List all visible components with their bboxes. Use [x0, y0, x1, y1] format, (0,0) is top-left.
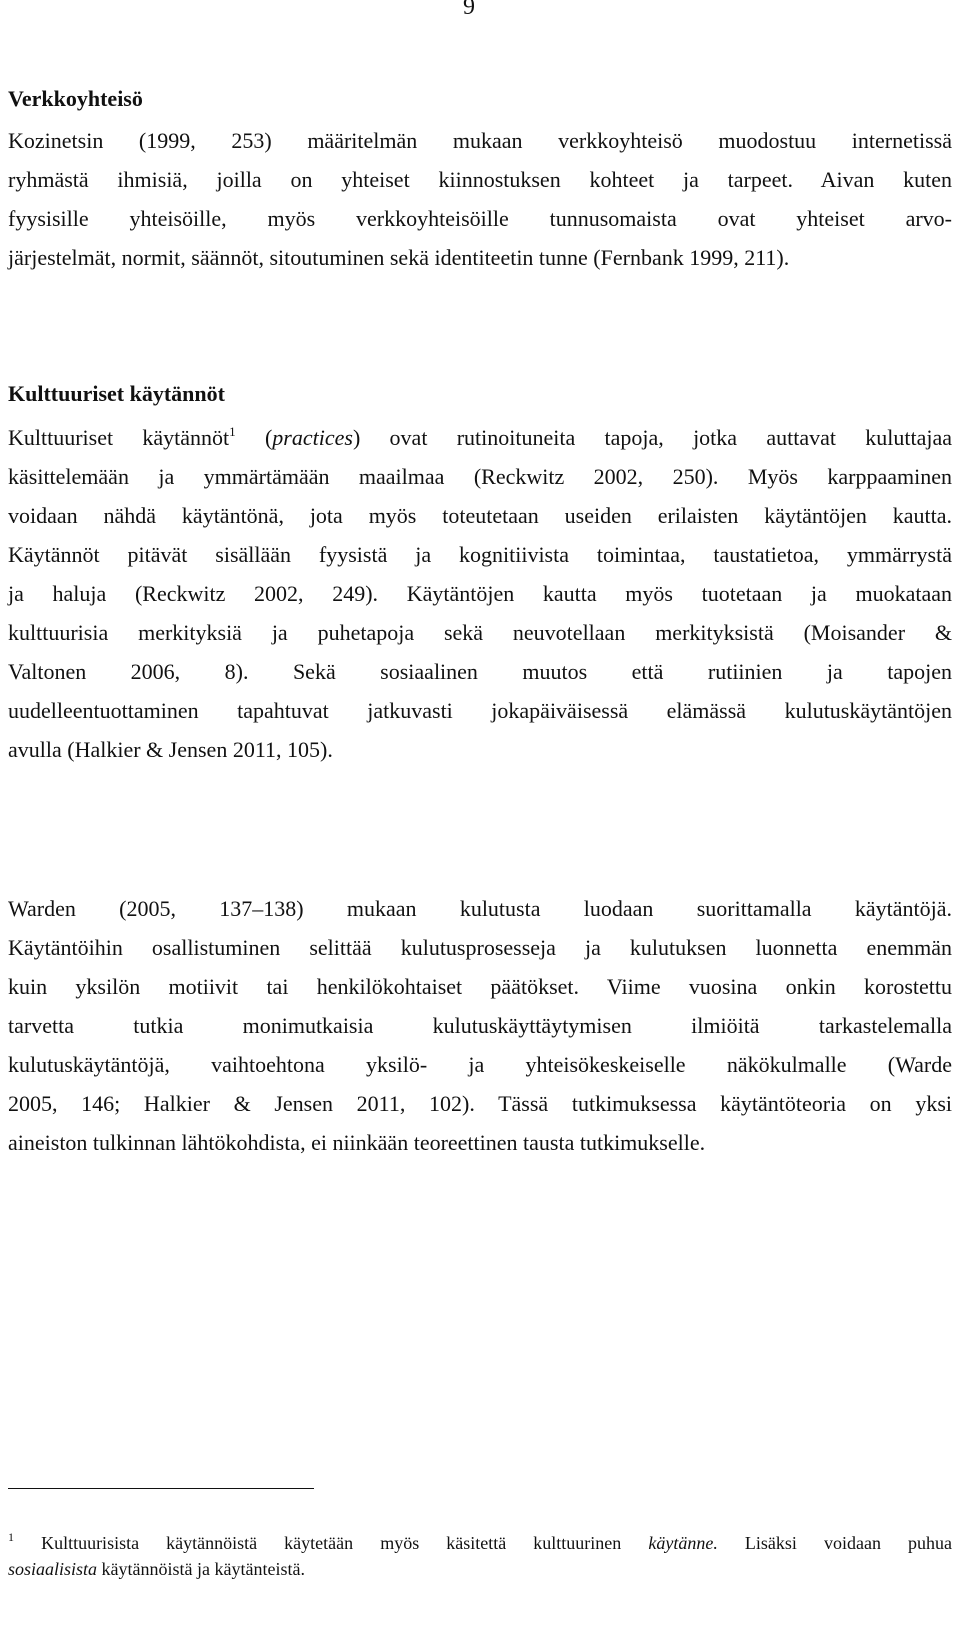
paragraph-line: Käytännöt pitävät sisällään fyysistä ja kognitiivista toimintaa, taustatietoa, ymmärrystä	[8, 542, 952, 567]
paragraph-line: Kozinetsin (1999, 253) määritelmän mukaan verkkoyhteisö muodostuu internetissä	[8, 128, 952, 153]
footnote-line	[8, 1556, 952, 1582]
section-heading-kulttuuriset-kaytannot: Kulttuuriset käytännöt	[8, 381, 225, 406]
footnote-marker: 1	[8, 1530, 14, 1544]
paragraph-line: Käytäntöihin osallistuminen selittää kulutusprosesseja ja kulutuksen luonnetta enemmän	[8, 935, 952, 960]
paragraph-warden	[8, 889, 952, 1162]
paragraph-line: käsittelemään ja ymmärtämään maailmaa (Reckwitz 2002, 250). Myös karppaaminen	[8, 464, 952, 489]
paragraph-line: järjestelmät, normit, säännöt, sitoutuminen sekä identiteetin tunne (Fernbank 1999, 211).	[8, 245, 790, 270]
line-text: Kulttuuriset käytännöt	[8, 425, 230, 450]
paragraph-line: ja haluja (Reckwitz 2002, 249). Käytäntöjen kautta myös tuotetaan ja muokataan	[8, 581, 952, 606]
paragraph-line: ryhmästä ihmisiä, joilla on yhteiset kiinnostuksen kohteet ja tarpeet. Aivan kuten	[8, 167, 952, 192]
paragraph-line: uudelleentuottaminen tapahtuvat jatkuvasti jokapäiväisessä elämässä kulutuskäytäntöjen	[8, 698, 952, 723]
italic-term: käytänne.	[648, 1533, 718, 1553]
footnote-text: Lisäksi voidaan puhua	[717, 1533, 953, 1553]
footnote-text: käytännöistä ja käytänteistä.	[97, 1559, 305, 1579]
paragraph-verkkoyhteiso	[8, 121, 952, 277]
footnote-reference: 1	[229, 424, 236, 439]
paragraph-line	[8, 418, 952, 457]
footnote-divider	[8, 1488, 314, 1489]
paragraph-line: avulla (Halkier & Jensen 2011, 105).	[8, 737, 333, 762]
footnote	[8, 1530, 952, 1582]
italic-term: practices	[272, 425, 353, 450]
footnote-line	[8, 1530, 952, 1556]
paragraph-kulttuuriset-kaytannot	[8, 418, 952, 769]
section-heading-verkkoyhteiso: Verkkoyhteisö	[8, 86, 143, 111]
paragraph-line: Valtonen 2006, 8). Sekä sosiaalinen muutos että rutiinien ja tapojen	[8, 659, 952, 684]
paragraph-line: kuin yksilön motiivit tai henkilökohtaiset päätökset. Viime vuosina onkin korostettu	[8, 974, 952, 999]
paragraph-line: aineiston tulkinnan lähtökohdista, ei niinkään teoreettinen tausta tutkimukselle.	[8, 1130, 706, 1155]
paragraph-line: tarvetta tutkia monimutkaisia kulutuskäyttäytymisen ilmiöitä tarkastelemalla	[8, 1013, 952, 1038]
paragraph-line: 2005, 146; Halkier & Jensen 2011, 102). Tässä tutkimuksessa käytäntöteoria on yksi	[8, 1091, 952, 1116]
paragraph-line: fyysisille yhteisöille, myös verkkoyhteisöille tunnusomaista ovat yhteiset arvo-	[8, 206, 952, 231]
page-number: 9	[463, 0, 475, 20]
paragraph-line: kulutuskäytäntöjä, vaihtoehtona yksilö- ja yhteisökeskeiselle näkökulmalle (Warde	[8, 1052, 952, 1077]
paragraph-line: voidaan nähdä käytäntönä, jota myös toteutetaan useiden erilaisten käytäntöjen kautta.	[8, 503, 952, 528]
line-text: ) ovat rutinoituneita tapoja, jotka auttavat kuluttajaa	[352, 425, 953, 450]
italic-term: sosiaalisista	[8, 1559, 98, 1579]
paragraph-line: Warden (2005, 137–138) mukaan kulutusta luodaan suorittamalla käytäntöjä.	[8, 896, 952, 921]
line-text: (	[235, 425, 273, 450]
footnote-text: Kulttuurisista käytännöistä käytetään myös käsitettä kulttuurinen	[14, 1533, 649, 1553]
paragraph-line: kulttuurisia merkityksiä ja puhetapoja sekä neuvotellaan merkityksistä (Moisander &	[8, 620, 952, 645]
